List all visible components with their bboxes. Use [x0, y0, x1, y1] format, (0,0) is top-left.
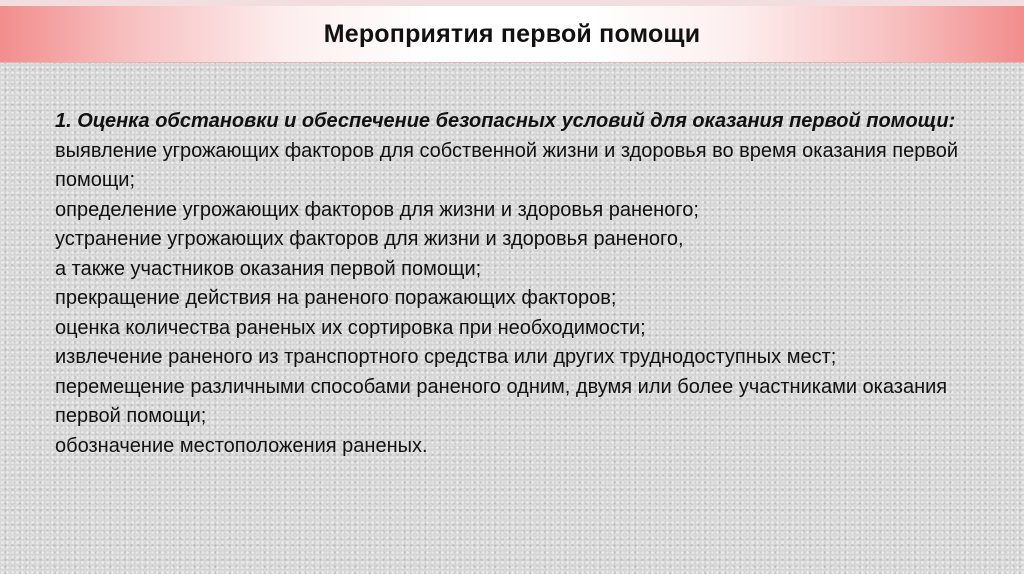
- slide-title: Мероприятия первой помощи: [323, 19, 701, 48]
- body-line: прекращение действия на раненого поражающих факторов;: [55, 287, 617, 309]
- body-line: оценка количества раненых их сортировка при необходимости;: [55, 316, 646, 339]
- body-line: перемещение различными способами раненого одним, двумя или более участниками оказания первой помощи;: [55, 375, 948, 427]
- body-line: определение угрожающих факторов для жизни и здоровья раненого;: [55, 198, 699, 221]
- section-heading: 1. Оценка обстановки и обеспечение безопасных условий для оказания первой помощи:: [55, 110, 956, 132]
- body-line: выявление угрожающих факторов для собственной жизни и здоровья во время оказания первой помощи;: [55, 139, 959, 191]
- body-line: устранение угрожающих факторов для жизни и здоровья раненого,: [55, 228, 684, 250]
- body-line: обозначение местоположения раненых.: [55, 434, 428, 457]
- slide-body: [55, 107, 985, 461]
- body-line: а также участников оказания первой помощи;: [55, 257, 482, 280]
- title-band: [0, 6, 1024, 63]
- body-line: извлечение раненого из транспортного средства или других труднодоступных мест;: [55, 346, 837, 368]
